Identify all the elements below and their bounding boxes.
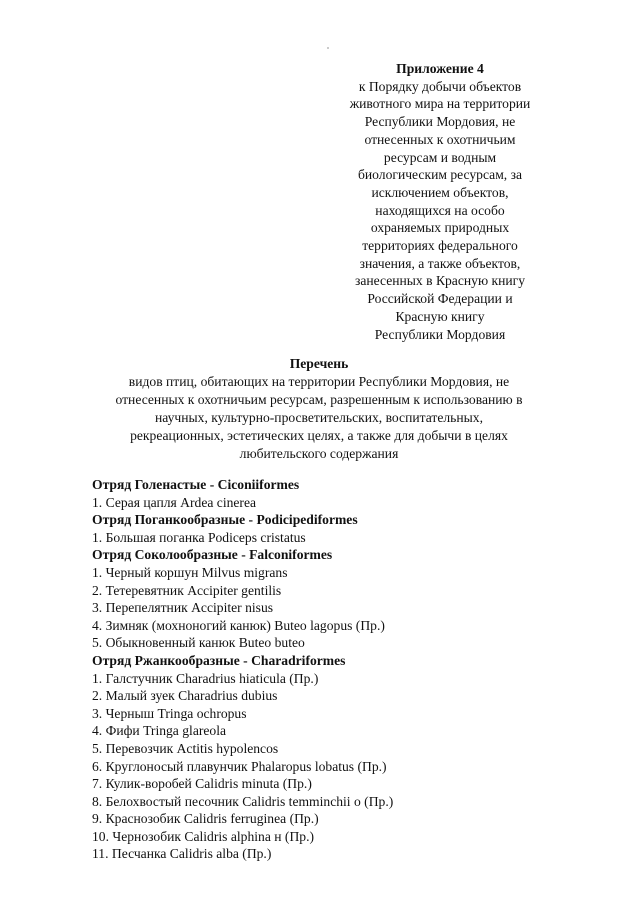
species-item: 2. Тетеревятник Accipiter gentilis [92, 582, 282, 598]
appendix-line: Республики Мордовия [374, 326, 506, 342]
species-list [92, 476, 572, 863]
appendix-line: Красную книгу [395, 308, 485, 324]
list-subtitle-line: видов птиц, обитающих на территории Республики Мордовия, не [128, 373, 510, 389]
appendix-line: территориях федерального [362, 238, 518, 254]
species-item: 1. Большая поганка Podiceps cristatus [92, 529, 306, 545]
appendix-number: Приложение 4 [396, 61, 484, 76]
species-item: 8. Белохвостый песочник Calidris temminchii о (Пр.) [92, 793, 394, 809]
species-item: 1. Галстучник Charadrius hiaticula (Пр.) [92, 670, 319, 686]
appendix-line: животного мира на территории [349, 96, 531, 112]
appendix-line: охраняемых природных [370, 220, 510, 236]
species-item: 4. Зимняк (мохноногий канюк) Buteo lagopus (Пр.) [92, 617, 385, 633]
appendix-line: отнесенных к охотничьим [364, 131, 516, 147]
species-item: 1. Серая цапля Ardea cinerea [92, 494, 257, 510]
appendix-line: значения, а также объектов, [359, 255, 521, 271]
appendix-line: Республики Мордовия, не [364, 114, 516, 130]
order-heading: Отряд Соколообразные - Falconiformes [92, 547, 333, 563]
appendix-line: ресурсам и водным [383, 149, 497, 165]
species-item: 1. Черный коршун Milvus migrans [92, 564, 288, 580]
species-item: 11. Песчанка Calidris alba (Пр.) [92, 846, 272, 862]
species-item: 6. Круглоносый плавунчик Phalaropus lobatus (Пр.) [92, 758, 387, 774]
list-title [80, 355, 558, 462]
appendix-line: биологическим ресурсам, за [357, 167, 522, 183]
list-heading: Перечень [289, 356, 349, 371]
scan-speck [327, 47, 329, 49]
species-item: 5. Обыкновенный канюк Buteo buteo [92, 635, 305, 651]
appendix-header [322, 60, 558, 343]
species-item: 9. Краснозобик Calidris ferruginea (Пр.) [92, 811, 319, 827]
list-subtitle-line: любительского содержания [239, 445, 399, 461]
species-item: 3. Перепелятник Accipiter nisus [92, 600, 274, 616]
order-heading: Отряд Ржанкообразные - Charadriformes [92, 652, 346, 668]
list-subtitle-line: отнесенных к охотничьим ресурсам, разрешенным к использованию в [115, 391, 523, 407]
order-heading: Отряд Поганкообразные - Podicipediformes [92, 512, 358, 528]
appendix-line: к Порядку добычи объектов [358, 78, 522, 94]
list-subtitle-line: научных, культурно-просветительских, воспитательных, [155, 409, 483, 425]
appendix-line: Российской Федерации и [367, 291, 513, 307]
order-heading: Отряд Голенастые - Ciconiiformes [92, 477, 300, 492]
species-item: 10. Чернозобик Calidris alphina н (Пр.) [92, 828, 315, 844]
species-item: 5. Перевозчик Actitis hypolencos [92, 740, 279, 756]
list-subtitle-line: рекреационных, эстетических целях, а также для добычи в целях [130, 427, 508, 443]
species-item: 7. Кулик-воробей Calidris minuta (Пр.) [92, 776, 312, 792]
appendix-line: занесенных в Красную книгу [354, 273, 526, 289]
appendix-line: исключением объектов, [371, 184, 509, 200]
species-item: 3. Черныш Tringa ochropus [92, 705, 247, 721]
appendix-line: находящихся на особо [375, 202, 505, 218]
species-item: 2. Малый зуек Charadrius dubius [92, 688, 278, 704]
species-item: 4. Фифи Tringa glareola [92, 723, 227, 739]
